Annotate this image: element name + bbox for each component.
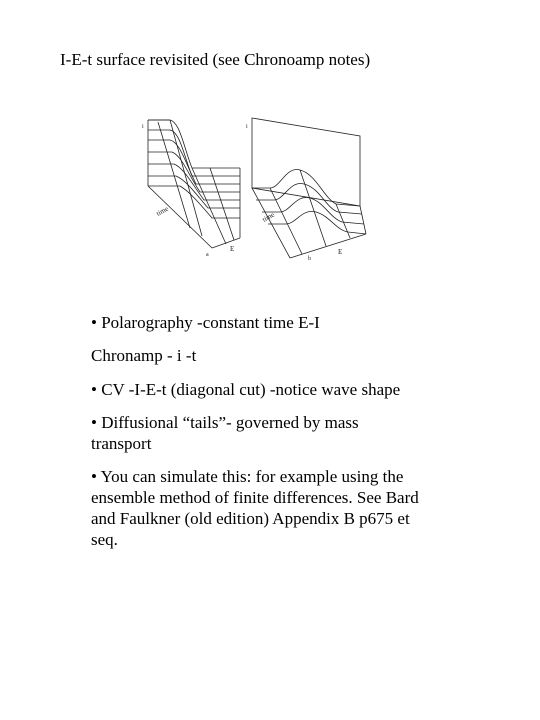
panel-b-label: b <box>308 256 311 262</box>
bullet-list <box>91 312 421 562</box>
panel-b-axis-time: time <box>261 210 276 224</box>
panel-b-axis-i: i <box>246 124 248 130</box>
ie-t-surface-figure <box>140 108 370 268</box>
panel-a-label: a <box>206 252 209 258</box>
bullet-polarography: • Polarography -constant time E-I <box>91 313 320 332</box>
panel-a-axis-time: time <box>155 204 170 218</box>
bullet-cv: • CV -I-E-t (diagonal cut) -notice wave shape <box>91 380 401 399</box>
panel-a-axis-i: i <box>142 124 144 130</box>
slide-title: I-E-t surface revisited (see Chronoamp notes) <box>60 50 371 69</box>
bullet-chronamp: Chronamp - i -t <box>91 346 197 365</box>
panel-a-axis-e: E <box>230 245 235 253</box>
panel-b-axis-e: E <box>338 248 343 256</box>
bullet-simulation: • You can simulate this: for example using the ensemble method of finite differences. See Bard and Faulkner (old edition) Appendix B p675 et seq. <box>91 467 419 549</box>
surface-panel-a <box>148 120 240 248</box>
bullet-diffusional-tails: • Diffusional “tails”- governed by mass transport <box>91 413 359 453</box>
surface-panel-b <box>252 118 366 258</box>
